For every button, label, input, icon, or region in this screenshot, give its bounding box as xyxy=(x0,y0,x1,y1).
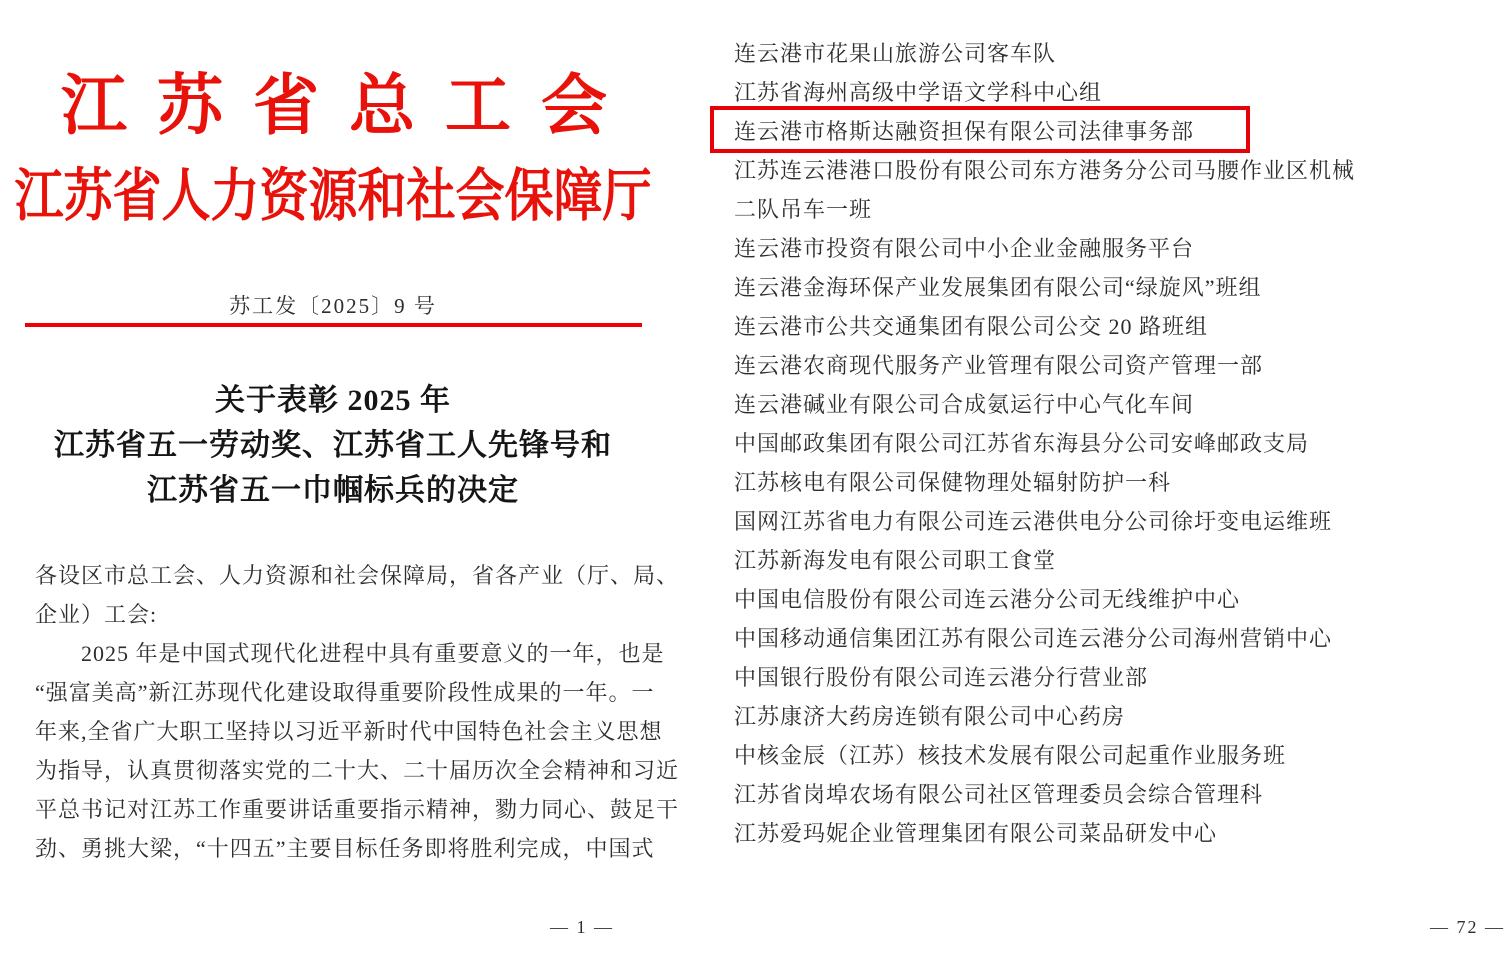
award-list-item: 中国移动通信集团江苏有限公司连云港分公司海州营销中心 xyxy=(734,626,1333,651)
award-list-item: 江苏爱玛妮企业管理集团有限公司菜品研发中心 xyxy=(734,821,1218,846)
left-page xyxy=(0,0,680,960)
page-number-right: — 72 — xyxy=(1430,917,1505,937)
award-list-item: 中核金辰（江苏）核技术发展有限公司起重作业服务班 xyxy=(734,743,1287,768)
award-list-item-highlighted: 连云港市格斯达融资担保有限公司法律事务部 xyxy=(734,112,1354,151)
red-divider-line xyxy=(25,323,642,327)
award-list-item: 连云港市花果山旅游公司客车队 xyxy=(734,41,1057,66)
award-list-item: 江苏连云港港口股份有限公司东方港务分公司马腰作业区机械 xyxy=(734,158,1356,183)
award-list-item: 江苏省海州高级中学语文学科中心组 xyxy=(734,80,1103,105)
award-list-item: 中国银行股份有限公司连云港分行营业部 xyxy=(734,665,1149,690)
award-list xyxy=(734,34,1354,853)
award-list-item: 江苏核电有限公司保健物理处辐射防护一科 xyxy=(734,470,1172,495)
document-number: 苏工发〔2025〕9 号 xyxy=(229,294,437,318)
body-text xyxy=(35,556,680,868)
page-number-left: — 1 — xyxy=(550,917,614,937)
award-list-item: 江苏康济大药房连锁有限公司中心药房 xyxy=(734,704,1126,729)
award-list-item: 连云港市投资有限公司中小企业金融服务平台 xyxy=(734,236,1195,261)
award-list-item: 中国邮政集团有限公司江苏省东海县分公司安峰邮政支局 xyxy=(734,431,1310,456)
award-list-item: 江苏新海发电有限公司职工食堂 xyxy=(734,548,1057,573)
award-list-item: 二队吊车一班 xyxy=(734,197,873,222)
body-text-line: 平总书记对江苏工作重要讲话重要指示精神，勠力同心、鼓足干 xyxy=(35,797,680,822)
award-list-item: 连云港碱业有限公司合成氨运行中心气化车间 xyxy=(734,392,1195,417)
award-list-item: 国网江苏省电力有限公司连云港供电分公司徐圩变电运维班 xyxy=(734,509,1333,534)
issuing-org-subtitle: 江苏省人力资源和社会保障厅 xyxy=(14,164,652,228)
award-list-item: 连云港农商现代服务产业管理有限公司资产管理一部 xyxy=(734,353,1264,378)
award-list-item: 连云港市公共交通集团有限公司公交 20 路班组 xyxy=(734,314,1209,339)
award-list-item: 中国电信股份有限公司连云港分公司无线维护中心 xyxy=(734,587,1241,612)
right-page xyxy=(680,0,1505,960)
body-text-line: 各设区市总工会、人力资源和社会保障局，省各产业（厅、局、 xyxy=(35,563,680,588)
body-text-line: 年来,全省广大职工坚持以习近平新时代中国特色社会主义思想 xyxy=(35,719,663,744)
award-list-item: 连云港金海环保产业发展集团有限公司“绿旋风”班组 xyxy=(734,275,1262,300)
issuing-org-title: 江苏省总工会 xyxy=(61,70,637,143)
document-title xyxy=(0,378,666,513)
document-title-line: 江苏省五一巾帼标兵的决定 xyxy=(147,474,519,507)
award-list-item: 江苏省岗埠农场有限公司社区管理委员会综合管理科 xyxy=(734,782,1264,807)
body-text-line: 企业）工会: xyxy=(35,602,158,627)
body-text-line: 2025 年是中国式现代化进程中具有重要意义的一年，也是 xyxy=(35,641,665,666)
document-title-line: 关于表彰 2025 年 xyxy=(215,384,451,417)
body-text-line: 为指导，认真贯彻落实党的二十大、二十届历次全会精神和习近 xyxy=(35,758,680,783)
body-text-line: “强富美高”新江苏现代化建设取得重要阶段性成果的一年。一 xyxy=(35,680,655,705)
body-text-line: 劲、勇挑大梁，“十四五”主要目标任务即将胜利完成，中国式 xyxy=(35,836,655,861)
document-title-line: 江苏省五一劳动奖、江苏省工人先锋号和 xyxy=(54,429,612,462)
